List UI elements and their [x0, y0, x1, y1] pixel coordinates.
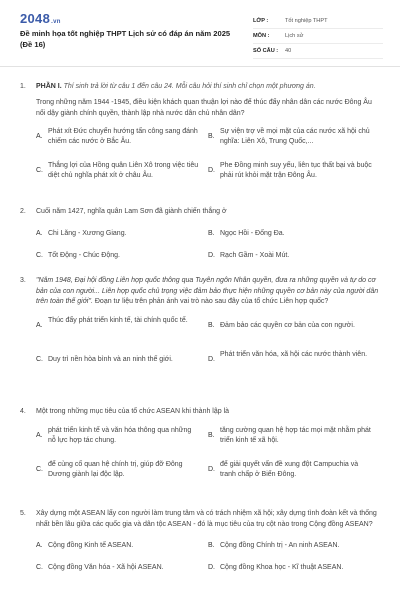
meta-key: MÔN : — [253, 33, 270, 39]
question-options: A. Chi Lăng - Xương Giang. B. Ngọc Hồi - Đống Đa. C. Tốt Động - Chúc Động. D. Rạch Gầm - Xoài Mút. — [36, 229, 290, 259]
meta-key: SỐ CÂU : — [253, 48, 279, 54]
section-intro — [20, 82, 380, 92]
item-number: 1. — [20, 83, 26, 90]
question-stem: Trong những năm 1944 -1945, điều kiện khách quan thuận lợi nào để thúc đẩy nhân dân các nước Đông Âu nổi dậy giành chính quyền, thành lập nhà nước dân chủ nhân dân? — [36, 99, 372, 117]
question-2 — [20, 207, 380, 269]
question-stem: 4. Một trong những mục tiêu của tổ chức ASEAN khi thành lập là — [20, 407, 380, 418]
question-1 — [20, 98, 380, 189]
question-stem: 2. Cuối năm 1427, nghĩa quân Lam Sơn đã giành chiến thắng ở — [20, 207, 380, 218]
header-divider — [0, 66, 400, 67]
meta-value: Lịch sử — [285, 33, 304, 39]
question-options: A. phát triển kinh tế và văn hóa thông qua những nỗ lực hợp tác chung. B. tăng cường quan hệ hợp tác mọi mặt nhằm phát triển kinh tế xã hội. C. để củng cố quan hệ chính trị, giúp đỡ Đông Dương giành lại độc lập. D. để giải quyết vấn đề xung đột Campuchia và tranh chấp ở Biển Đông. — [36, 426, 371, 478]
meta-row-count — [253, 44, 383, 59]
item-number: 4. — [20, 408, 26, 415]
exam-meta-table — [253, 14, 383, 59]
meta-value: Tốt nghiệp THPT — [285, 18, 328, 24]
meta-key: LỚP : — [253, 18, 269, 24]
site-logo[interactable]: 2048.vn — [20, 11, 61, 26]
section-label: PHẦN I. — [36, 83, 62, 90]
question-options: A. Cộng đồng Kinh tế ASEAN. B. Cộng đồng Chính trị - An ninh ASEAN. C. Cộng đồng Văn hóa - Xã hội ASEAN. D. Cộng đồng Khoa học - Kĩ thuật ASEAN. — [36, 542, 344, 571]
page-header — [0, 0, 400, 62]
item-number: 5. — [20, 510, 26, 517]
question-options: A. Thúc đẩy phát triển kinh tế, tài chính quốc tế. B. Đảm bảo các quyền cơ bản của con người. C. Duy trì nền hòa bình và an ninh thế giới. D. Phát triển văn hóa, xã hội các nước thành viên. — [36, 316, 368, 363]
document-title: Đề minh họa tốt nghiệp THPT Lịch sử có đáp án năm 2025 (Đề 16) — [20, 29, 231, 49]
meta-row-class — [253, 14, 383, 29]
item-number: 3. — [20, 277, 26, 284]
question-stem: 5. Xây dựng một ASEAN lấy con người làm trung tâm và có trách nhiệm xã hội; xây dựng tình đoàn kết và thống nhất bền lâu giữa các quốc gia và dân tộc ASEAN - đó là mục tiêu của trụ cột nào trong Cộng đồng ASEAN? — [20, 510, 377, 528]
section-instructions: Thí sinh trả lời từ câu 1 đến câu 24. Mỗi câu hỏi thí sinh chỉ chọn một phương án. — [63, 83, 316, 90]
item-number: 2. — [20, 208, 26, 215]
meta-row-subject — [253, 29, 383, 44]
question-stem: 3. "Năm 1948, Đại hội đồng Liên hợp quốc thông qua Tuyên ngôn Nhân quyền, đưa ra những quyền và tự do cơ bản của con người... Liên hợp quốc chủ trọng việc đảm bảo thực hiện những quyền cơ bản này của người dân trên toàn thế giới". Đoạn tư liệu trên phản ánh vai trò nào sau đây của tổ chức Liên hợp quốc? — [20, 277, 379, 305]
question-options: A. Phát xít Đức chuyển hướng tấn công sang đánh chiếm các nước ở Bắc Âu. B. Sự viện trợ về mọi mặt của các nước xã hội chủ nghĩa: Liên Xô, Trung Quốc,... C. Thắng lợi của Hồng quân Liên Xô trong việc tiêu diệt chủ nghĩa phát xít ở châu Âu. D. Phe Đồng minh suy yếu, liên tục thất bại và buộc phải rút khỏi mặt trận Đông Âu. — [36, 128, 372, 179]
question-3 — [20, 276, 380, 378]
question-5 — [20, 509, 380, 581]
meta-value: 40 — [285, 48, 292, 54]
question-4 — [20, 407, 380, 488]
